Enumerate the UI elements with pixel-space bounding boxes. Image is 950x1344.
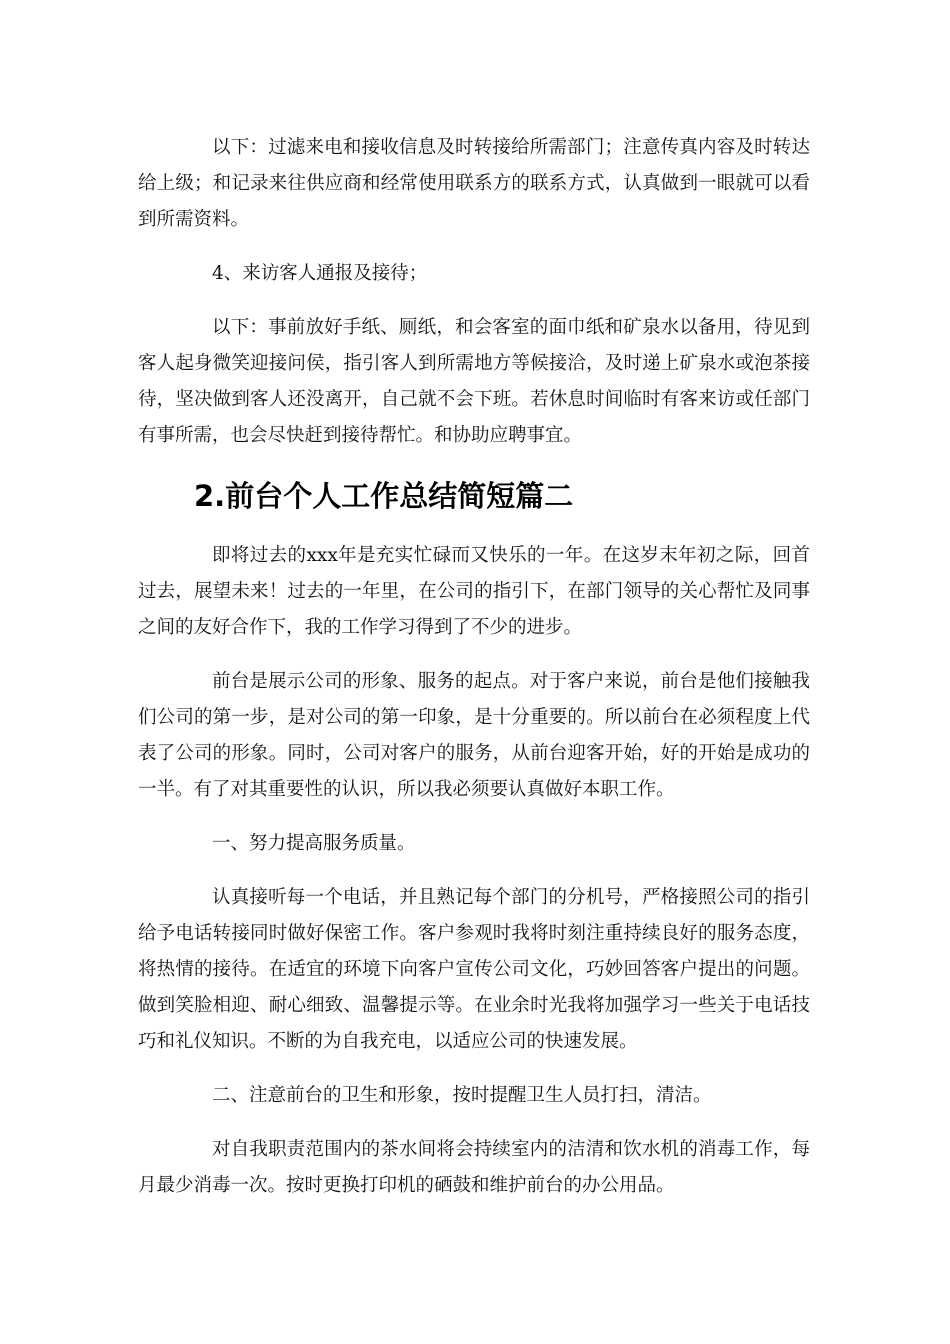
- paragraph-visitor-heading: 4、来访客人通报及接待；: [212, 263, 428, 284]
- document-page: [138, 130, 810, 1204]
- section-heading: 2.前台个人工作总结简短篇二: [194, 479, 574, 513]
- paragraph-point-one: 一、努力提高服务质量。: [212, 833, 416, 854]
- paragraph-forwarding-info: 以下：过滤来电和接收信息及时转接给所需部门；注意传真内容及时转达给上级；和记录来往供应商和经常使用联系方的联系方式，认真做到一眼就可以看到所需资料。: [138, 137, 810, 230]
- paragraph-front-desk-role: 前台是展示公司的形象、服务的起点。对于客户来说，前台是他们接触我们公司的第一步，是对公司的第一印象，是十分重要的。所以前台在必须程度上代表了公司的形象。同时，公司对客户的服务，从前台迎客开始，好的开始是成功的一半。有了对其重要性的认识，所以我必须要认真做好本职工作。: [138, 671, 810, 800]
- paragraph-hygiene: 对自我职责范围内的茶水间将会持续室内的洁清和饮水机的消毒工作，每月最少消毒一次。按时更换打印机的硒鼓和维护前台的办公用品。: [138, 1139, 810, 1196]
- paragraph-phone-service: 认真接听每一个电话，并且熟记每个部门的分机号，严格接照公司的指引给予电话转接同时做好保密工作。客户参观时我将时刻注重持续良好的服务态度，将热情的接待。在适宜的环境下向客户宣传公司文化，巧妙回答客户提出的问题。做到笑脸相迎、耐心细致、温馨提示等。在业余时光我将加强学习一些关于电话技巧和礼仪知识。不断的为自我充电，以适应公司的快速发展。: [138, 887, 810, 1052]
- paragraph-intro: 即将过去的xxx年是充实忙碌而又快乐的一年。在这岁末年初之际，回首过去，展望未来！过去的一年里，在公司的指引下，在部门领导的关心帮忙及同事之间的友好合作下，我的工作学习得到了不少的进步。: [138, 545, 810, 638]
- paragraph-point-two: 二、注意前台的卫生和形象，按时提醒卫生人员打扫，清洁。: [212, 1085, 712, 1106]
- paragraph-visitor-reception: 以下：事前放好手纸、厕纸，和会客室的面巾纸和矿泉水以备用，待见到客人起身微笑迎接问侯，指引客人到所需地方等候接洽，及时递上矿泉水或泡茶接待，坚决做到客人还没离开，自己就不会下班。若休息时间临时有客来访或任部门有事所需，也会尽快赶到接待帮忙。和协助应聘事宜。: [138, 317, 810, 446]
